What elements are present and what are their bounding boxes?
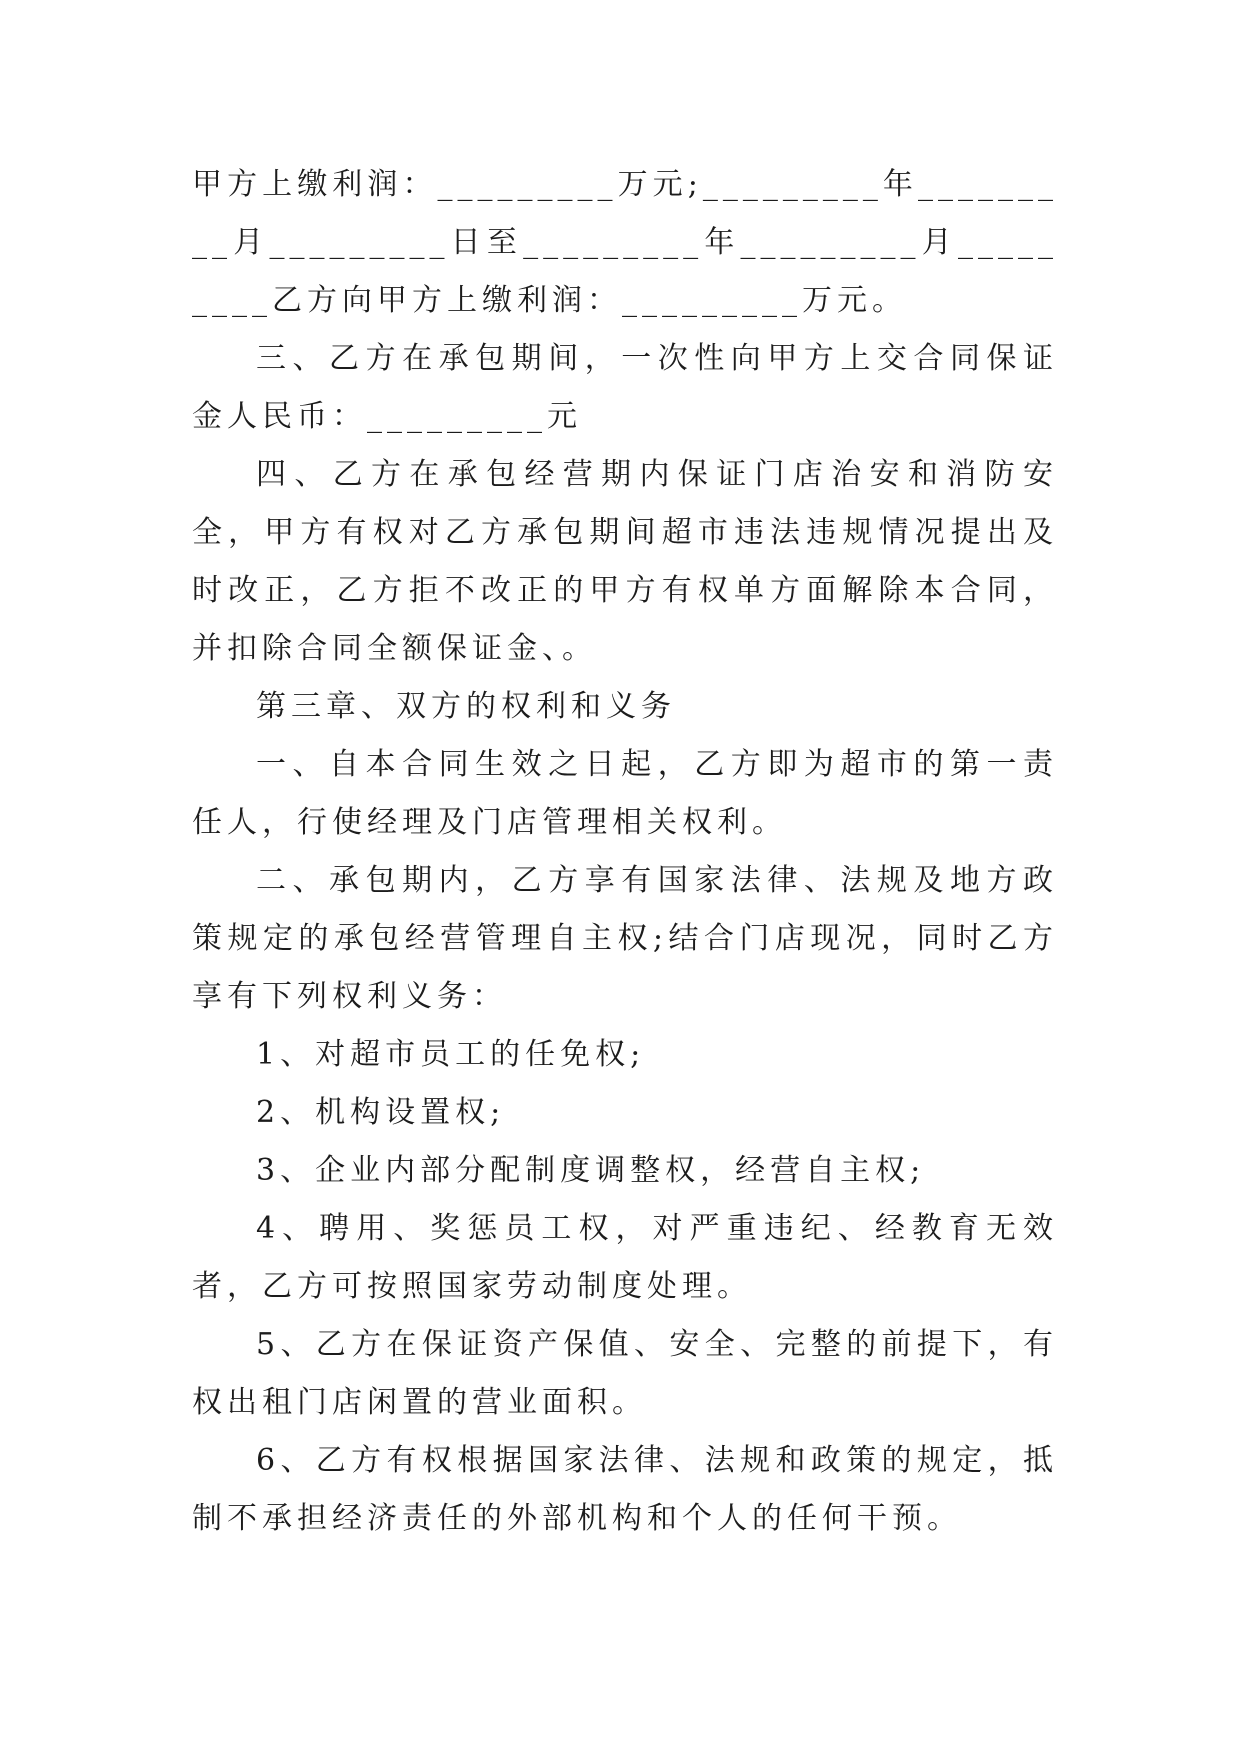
list-item-1: 1、对超市员工的任免权; (256, 1037, 646, 1072)
list-item-6: 6、乙方有权根据国家法律、法规和政策的规定，抵制不承担经济责任的外部机构和个人的任何干预。 (192, 1443, 1058, 1536)
chapter-heading: 第三章、双方的权利和义务 (256, 689, 676, 724)
paragraph-rights-1: 一、自本合同生效之日起，乙方即为超市的第一责任人，行使经理及门店管理相关权利。 (192, 747, 1058, 840)
list-item-4: 4、聘用、奖惩员工权，对严重违纪、经教育无效者，乙方可按照国家劳动制度处理。 (192, 1211, 1058, 1304)
list-item-5: 5、乙方在保证资产保值、安全、完整的前提下，有权出租门店闲置的营业面积。 (192, 1327, 1058, 1420)
paragraph-deposit: 三、乙方在承包期间，一次性向甲方上交合同保证金人民币：_________元 (192, 341, 1058, 434)
document-body (192, 156, 1058, 1548)
list-item-3: 3、企业内部分配制度调整权，经营自主权; (256, 1153, 926, 1188)
paragraph-safety: 四、乙方在承包经营期内保证门店治安和消防安全，甲方有权对乙方承包期间超市违法违规情况提出及时改正，乙方拒不改正的甲方有权单方面解除本合同，并扣除合同全额保证金、。 (192, 457, 1058, 666)
paragraph-profit-terms: 甲方上缴利润：_________万元;_________年_________月_________日至_________年_________月_________乙方向甲方上缴利润：_________万元。 (192, 167, 1058, 318)
paragraph-rights-2: 二、承包期内，乙方享有国家法律、法规及地方政策规定的承包经营管理自主权;结合门店现况，同时乙方享有下列权利义务： (192, 863, 1058, 1014)
list-item-2: 2、机构设置权; (256, 1095, 506, 1130)
